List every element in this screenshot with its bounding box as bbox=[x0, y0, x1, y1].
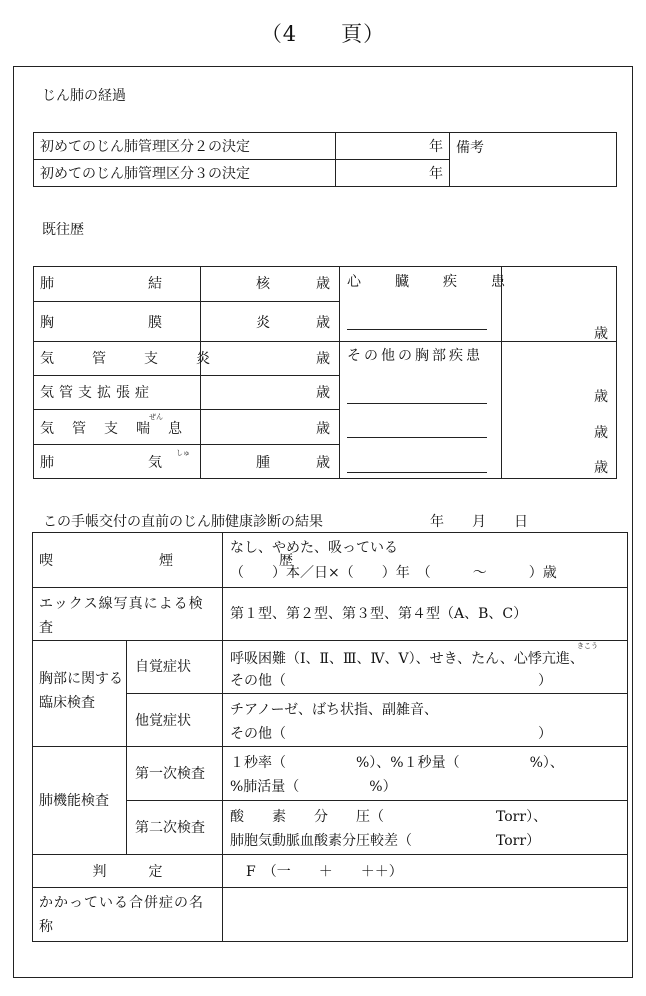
course-row-2-label: 初めてのじん肺管理区分３の決定 bbox=[34, 160, 336, 187]
history-title: 既往歴 bbox=[42, 222, 84, 238]
history-emphysema-age: 歳 bbox=[316, 455, 330, 471]
second-exam-line1: 酸 素 分 圧（ Torr）、 bbox=[230, 809, 548, 825]
history-emphysema-label: 肺 気 腫 bbox=[40, 455, 292, 471]
second-exam-label: 第二次検査 bbox=[135, 820, 205, 836]
subjective-ruby: きこう bbox=[577, 642, 598, 650]
history-pleurisy-label: 胸 膜 炎 bbox=[40, 315, 292, 331]
subjective-label: 自覚症状 bbox=[135, 659, 191, 675]
exam-date: 年 月 日 bbox=[430, 514, 528, 530]
smoking-amount: （ ）本／日×（ ）年 （ 〜 ）歳 bbox=[230, 565, 557, 581]
other-age-3: 歳 bbox=[594, 460, 608, 476]
xray-value: 第１型、第２型、第３型、第４型（A、B、C） bbox=[230, 606, 528, 622]
history-pleurisy-age: 歳 bbox=[316, 315, 330, 331]
course-row-1-year: 年 bbox=[336, 133, 450, 160]
course-title: じん肺の経過 bbox=[42, 88, 126, 104]
history-bronchitis-label: 気 管 支 炎 bbox=[40, 351, 222, 367]
first-exam-line1: １秒率（ %）、%１秒量（ %）、 bbox=[230, 755, 564, 771]
other-blank-line-2 bbox=[347, 437, 487, 438]
xray-label: エックス線写真による検査 bbox=[39, 596, 204, 636]
history-tb-label: 肺 結 核 bbox=[40, 276, 292, 292]
history-table bbox=[33, 266, 617, 479]
smoking-label: 喫 煙 歴 bbox=[39, 553, 319, 569]
second-exam-line2: 肺胞気動脈血酸素分圧較差（ Torr） bbox=[230, 833, 541, 849]
course-remarks: 備考 bbox=[450, 133, 617, 187]
history-tb-age: 歳 bbox=[316, 276, 330, 292]
history-bronchiectasis-age: 歳 bbox=[316, 385, 330, 401]
course-row-1-label: 初めてのじん肺管理区分２の決定 bbox=[34, 133, 336, 160]
lung-label: 肺機能検査 bbox=[39, 793, 109, 809]
history-asthma-ruby: ぜん bbox=[149, 413, 163, 421]
history-asthma-age: 歳 bbox=[316, 421, 330, 437]
exam-table bbox=[32, 532, 628, 942]
history-heart-label: 心 臓 疾 患 bbox=[347, 274, 515, 290]
objective-other: その他（ ） bbox=[230, 726, 552, 742]
clinical-label: 胸部に関する臨床検査 bbox=[39, 671, 123, 711]
subjective-other: その他（ ） bbox=[230, 673, 552, 689]
first-exam-label: 第一次検査 bbox=[135, 766, 205, 782]
other-age-2: 歳 bbox=[594, 425, 608, 441]
judgment-label: 判 定 bbox=[92, 864, 163, 880]
heart-age: 歳 bbox=[594, 326, 608, 342]
history-asthma-label: 気 管 支 喘 息 bbox=[40, 421, 184, 437]
first-exam-line2: %肺活量（ %） bbox=[230, 779, 397, 795]
smoking-status: なし、やめた、吸っている bbox=[230, 540, 398, 556]
course-row-2-year: 年 bbox=[336, 160, 450, 187]
subjective-symptoms: 呼吸困難（Ⅰ、Ⅱ、Ⅲ、Ⅳ、Ⅴ）、せき、たん、心悸亢進、 bbox=[230, 651, 584, 667]
history-bronchitis-age: 歳 bbox=[316, 351, 330, 367]
other-blank-line-3 bbox=[347, 472, 487, 473]
page-number: （4 頁） bbox=[260, 22, 386, 46]
objective-symptoms: チアノーゼ、ばち状指、副雑音、 bbox=[230, 702, 439, 718]
other-blank-line-1 bbox=[347, 403, 487, 404]
history-emphysema-ruby: しゅ bbox=[176, 449, 190, 457]
complication-label: かかっている合併症の名称 bbox=[39, 895, 204, 935]
history-bronchiectasis-label: 気管支拡張症 bbox=[40, 385, 154, 401]
judgment-value: F （一 ＋ ＋＋） bbox=[246, 864, 403, 880]
objective-label: 他覚症状 bbox=[135, 713, 191, 729]
exam-title: この手帳交付の直前のじん肺健康診断の結果 bbox=[43, 514, 323, 530]
course-table bbox=[33, 132, 617, 187]
heart-blank-line bbox=[347, 329, 487, 330]
other-age-1: 歳 bbox=[594, 389, 608, 405]
history-other-label: その他の胸部疾患 bbox=[347, 348, 483, 364]
